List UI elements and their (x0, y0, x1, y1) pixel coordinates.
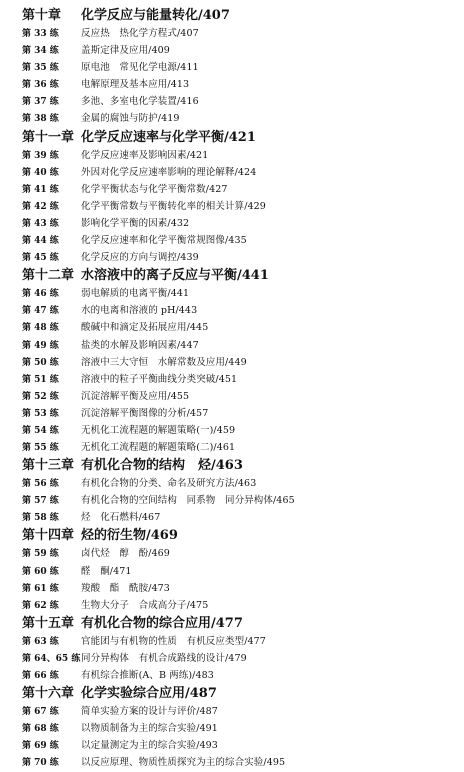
exercise-title: 以物质制备为主的综合实验/491 (81, 723, 218, 735)
exercise-number: 第 63 练 (22, 636, 59, 647)
exercise-title: 无机化工流程题的解题策略(一)/459 (81, 424, 236, 436)
exercise-number: 第 58 练 (22, 513, 59, 524)
exercise-title: 外因对化学反应速率影响的理论解释/424 (81, 166, 257, 178)
exercise-title: 反应热 热化学方程式/407 (81, 28, 199, 39)
chapter-heading (22, 526, 464, 545)
exercise-entry (22, 164, 464, 181)
exercise-title: 以定量测定为主的综合实验/493 (81, 740, 218, 752)
exercise-title: 沉淀溶解平衡图像的分析/457 (81, 407, 209, 419)
exercise-number: 第 68 练 (22, 724, 59, 735)
exercise-title: 水的电离和溶液的 pH/443 (81, 305, 198, 317)
exercise-entry (22, 371, 464, 388)
exercise-number: 第 67 练 (22, 707, 59, 718)
exercise-number: 第 43 练 (22, 218, 59, 229)
exercise-number: 第 64、65 练 (22, 653, 81, 664)
exercise-number: 第 61 练 (22, 583, 59, 594)
exercise-number: 第 59 练 (22, 549, 59, 560)
exercise-entry (22, 93, 464, 110)
chapter-heading (22, 266, 464, 285)
exercise-number: 第 48 练 (22, 323, 59, 334)
exercise-entry (22, 563, 464, 580)
exercise-entry (22, 388, 464, 405)
exercise-number: 第 38 练 (22, 114, 59, 125)
exercise-number: 第 34 练 (22, 46, 59, 57)
exercise-number: 第 35 练 (22, 63, 59, 74)
exercise-entry (22, 215, 464, 232)
exercise-title: 无机化工流程题的解题策略(二)/461 (81, 442, 236, 454)
chapter-title: 化学反应与能量转化/407 (81, 8, 230, 23)
chapter-number: 第十四章 (22, 528, 75, 544)
exercise-entry (22, 737, 464, 754)
exercise-entry (22, 667, 464, 684)
exercise-title: 卤代烃 醇 酚/469 (81, 548, 170, 560)
exercise-title: 化学反应速率及影响因素/421 (81, 149, 209, 161)
exercise-entry (22, 302, 464, 319)
chapter-heading (22, 6, 464, 25)
chapter-number: 第十二章 (22, 268, 75, 284)
chapter-heading (22, 456, 464, 475)
exercise-number: 第 45 练 (22, 253, 59, 264)
exercise-entry (22, 181, 464, 198)
chapter-title: 化学反应速率与化学平衡/421 (81, 129, 256, 145)
exercise-title: 生物大分子 合成高分子/475 (81, 599, 209, 611)
exercise-entry (22, 76, 464, 93)
exercise-entry (22, 703, 464, 720)
exercise-title: 醛 酮/471 (81, 565, 132, 577)
exercise-number: 第 36 练 (22, 80, 59, 91)
exercise-entry (22, 597, 464, 614)
chapter-title: 有机化合物的结构 烃/463 (81, 458, 243, 474)
exercise-entry (22, 439, 464, 456)
exercise-title: 电解原理及基本应用/413 (81, 79, 190, 91)
exercise-entry (22, 633, 464, 650)
exercise-entry (22, 509, 464, 526)
exercise-number: 第 39 练 (22, 150, 59, 161)
exercise-number: 第 40 练 (22, 167, 59, 178)
exercise-number: 第 69 练 (22, 741, 59, 752)
exercise-entry (22, 59, 464, 76)
exercise-entry (22, 42, 464, 59)
exercise-title: 溶液中三大守恒 水解常数及应用/449 (81, 356, 247, 368)
exercise-title: 影响化学平衡的因素/432 (81, 217, 190, 229)
exercise-title: 有机化合物的空间结构 同系物 同分异构体/465 (81, 495, 295, 507)
exercise-entry (22, 354, 464, 371)
exercise-title: 盖斯定律及应用/409 (81, 45, 170, 57)
exercise-title: 多池、多室电化学装置/416 (81, 96, 199, 108)
exercise-entry (22, 754, 464, 771)
exercise-title: 同分异构体 有机合成路线的设计/479 (81, 652, 247, 664)
exercise-number: 第 66 练 (22, 671, 59, 681)
exercise-entry (22, 337, 464, 354)
exercise-entry (22, 405, 464, 422)
exercise-number: 第 50 练 (22, 357, 59, 368)
exercise-title: 弱电解质的电离平衡/441 (81, 288, 190, 300)
exercise-entry (22, 319, 464, 336)
exercise-entry (22, 650, 464, 667)
exercise-entry (22, 285, 464, 302)
exercise-entry (22, 147, 464, 164)
exercise-entry (22, 545, 464, 562)
exercise-number: 第 49 练 (22, 340, 59, 351)
exercise-title: 化学反应的方向与调控/439 (81, 252, 199, 264)
exercise-title: 溶液中的粒子平衡曲线分类突破/451 (81, 373, 238, 385)
exercise-number: 第 41 练 (22, 184, 59, 195)
exercise-entry (22, 580, 464, 597)
exercise-number: 第 44 练 (22, 236, 59, 247)
chapter-number: 第十三章 (22, 458, 75, 474)
exercise-title: 原电池 常见化学电源/411 (81, 62, 199, 74)
exercise-entry (22, 198, 464, 215)
exercise-entry (22, 110, 464, 127)
chapter-number: 第十五章 (22, 615, 75, 631)
chapter-number: 第十六章 (22, 686, 75, 702)
exercise-title: 沉淀溶解平衡及应用/455 (81, 390, 190, 402)
exercise-number: 第 56 练 (22, 479, 59, 490)
exercise-title: 有机化合物的分类、命名及研究方法/463 (81, 478, 257, 490)
exercise-title: 烃 化石燃料/467 (81, 512, 161, 524)
chapter-heading (22, 684, 464, 703)
exercise-title: 羧酸 酯 酰胺/473 (81, 582, 170, 594)
exercise-number: 第 51 练 (22, 374, 59, 385)
chapter-heading (22, 128, 464, 147)
exercise-number: 第 33 练 (22, 29, 59, 39)
exercise-title: 官能团与有机物的性质 有机反应类型/477 (81, 635, 266, 647)
chapter-title: 化学实验综合应用/487 (81, 686, 217, 702)
exercise-entry (22, 25, 464, 42)
chapter-title: 有机化合物的综合应用/477 (81, 615, 243, 631)
exercise-entry (22, 475, 464, 492)
chapter-title: 烃的衍生物/469 (81, 528, 178, 544)
exercise-entry (22, 249, 464, 266)
chapter-number: 第十章 (22, 8, 62, 23)
exercise-number: 第 47 练 (22, 306, 59, 317)
chapter-heading (22, 614, 464, 633)
exercise-number: 第 52 练 (22, 391, 59, 402)
chapter-title: 水溶液中的离子反应与平衡/441 (81, 268, 269, 284)
exercise-title: 酸碱中和滴定及拓展应用/445 (81, 322, 209, 334)
exercise-number: 第 42 练 (22, 201, 59, 212)
exercise-number: 第 70 练 (22, 758, 59, 769)
exercise-entry (22, 232, 464, 249)
exercise-title: 化学平衡状态与化学平衡常数/427 (81, 183, 228, 195)
exercise-entry (22, 492, 464, 509)
exercise-number: 第 62 练 (22, 600, 59, 611)
exercise-number: 第 60 练 (22, 566, 59, 577)
exercise-number: 第 54 练 (22, 425, 59, 436)
exercise-number: 第 53 练 (22, 408, 59, 419)
exercise-title: 以反应原理、物质性质探究为主的综合实验/495 (81, 757, 286, 769)
exercise-title: 金属的腐蚀与防护/419 (81, 113, 180, 125)
exercise-title: 化学反应速率和化学平衡常规图像/435 (81, 235, 247, 247)
exercise-entry (22, 422, 464, 439)
exercise-entry (22, 720, 464, 737)
chapter-number: 第十一章 (22, 129, 75, 145)
exercise-title: 盐类的水解及影响因素/447 (81, 339, 199, 351)
exercise-title: 简单实验方案的设计与评价/487 (81, 706, 218, 718)
exercise-title: 有机综合推断(A、B 两练)/483 (81, 670, 214, 681)
exercise-number: 第 37 练 (22, 97, 59, 108)
exercise-number: 第 57 练 (22, 496, 59, 507)
exercise-title: 化学平衡常数与平衡转化率的相关计算/429 (81, 200, 266, 212)
exercise-number: 第 46 练 (22, 289, 59, 300)
exercise-number: 第 55 练 (22, 443, 59, 454)
